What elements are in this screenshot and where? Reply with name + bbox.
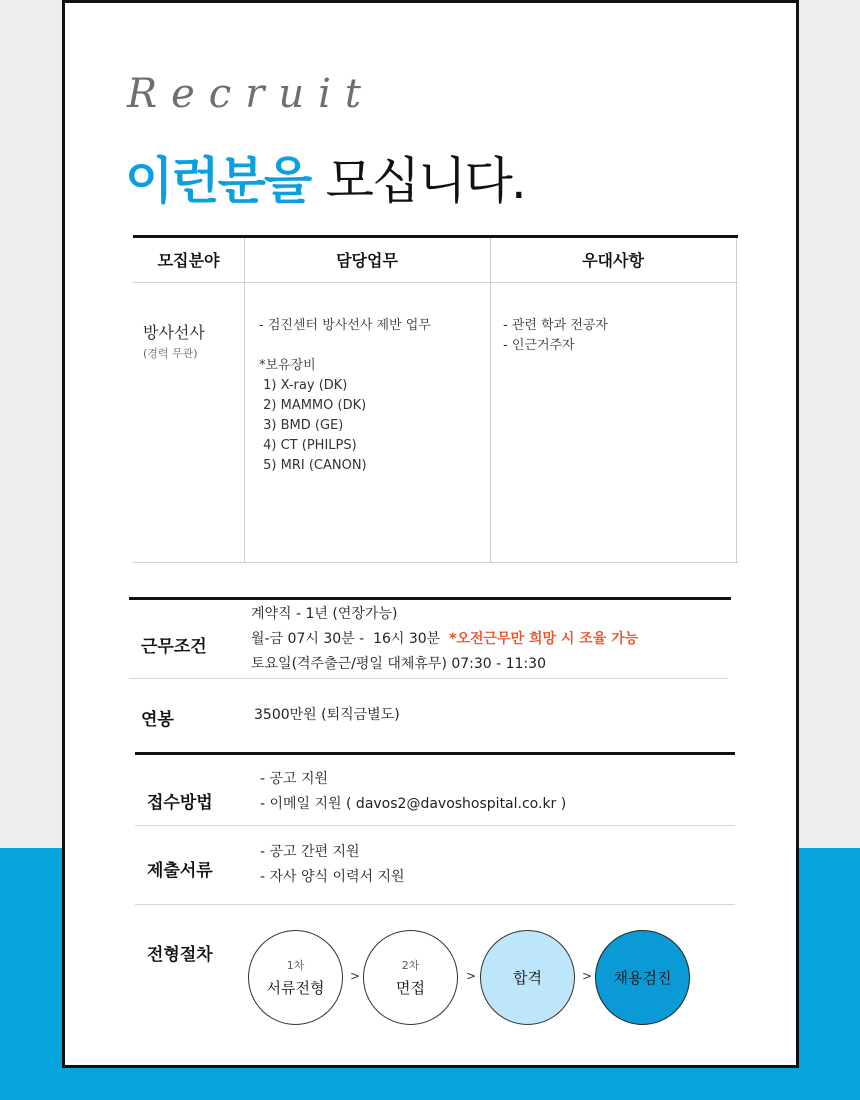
preferences-text: - 관련 학과 전공자 - 인근거주자 bbox=[503, 318, 608, 353]
section-divider bbox=[129, 597, 731, 600]
section-divider bbox=[135, 904, 735, 905]
title-highlight: 이런분을 bbox=[125, 152, 311, 210]
section-divider bbox=[129, 678, 728, 679]
docs-text: - 공고 간편 지원 - 자사 양식 이력서 지원 bbox=[260, 844, 405, 885]
step-name: 합격 bbox=[513, 969, 542, 987]
step-name: 서류전형 bbox=[266, 979, 325, 997]
table-divider bbox=[244, 238, 245, 562]
work-line-3: 토요일(격주출근/평일 대체휴무) 07:30 - 11:30 bbox=[251, 656, 546, 672]
work-line-1: 계약직 - 1년 (연장가능) bbox=[251, 606, 398, 622]
step-order: 2차 bbox=[401, 959, 420, 972]
work-line-2 bbox=[251, 627, 638, 652]
header-duties: 담당업무 bbox=[336, 251, 398, 270]
step-arrow: > bbox=[350, 969, 361, 983]
step-pass bbox=[480, 930, 575, 1025]
process-label: 전형절차 bbox=[147, 945, 213, 965]
step-order: 1차 bbox=[286, 959, 305, 972]
apply-text: - 공고 지원 - 이메일 지원 ( davos2@davoshospital.co.kr ) bbox=[260, 771, 567, 812]
step-medical-check bbox=[595, 930, 690, 1025]
apply-label: 접수방법 bbox=[147, 793, 213, 813]
step-name: 채용검진 bbox=[613, 969, 672, 987]
section-divider bbox=[135, 752, 735, 755]
recruit-card bbox=[62, 0, 799, 1068]
salary-label: 연봉 bbox=[141, 710, 174, 730]
docs-label: 제출서류 bbox=[147, 861, 213, 881]
work-hours: 월-금 07시 30분 - 16시 30분 bbox=[251, 631, 441, 647]
header-field: 모집분야 bbox=[157, 251, 220, 270]
work-conditions-label: 근무조건 bbox=[141, 637, 207, 657]
field-cell bbox=[143, 320, 205, 361]
title-rest: 모십니다. bbox=[325, 152, 525, 210]
field-name: 방사선사 bbox=[143, 323, 205, 342]
salary-text: 3500만원 (퇴직금별도) bbox=[254, 707, 400, 723]
header-preferences: 우대사항 bbox=[582, 251, 644, 270]
table-divider bbox=[736, 238, 737, 562]
step-document-screening bbox=[248, 930, 343, 1025]
table-header-divider bbox=[133, 282, 738, 283]
step-interview bbox=[363, 930, 458, 1025]
field-note: (경력 무관) bbox=[143, 347, 198, 360]
recruit-table bbox=[133, 235, 738, 562]
morning-note: *오전근무만 희망 시 조율 가능 bbox=[449, 631, 639, 647]
step-arrow: > bbox=[466, 969, 477, 983]
page-title bbox=[125, 141, 525, 213]
step-name: 면접 bbox=[396, 979, 425, 997]
step-arrow: > bbox=[582, 969, 593, 983]
table-divider bbox=[490, 238, 491, 562]
table-bottom-line bbox=[133, 562, 738, 563]
recruit-script-title: Recruit bbox=[127, 71, 375, 117]
duties-text: - 검진센터 방사선사 제반 업무 *보유장비 1) X-ray (DK) 2) MAMMO (DK) 3) BMD (GE) 4) CT (PHILPS) 5) MRI (CANON) bbox=[259, 318, 431, 473]
section-divider bbox=[135, 825, 735, 826]
